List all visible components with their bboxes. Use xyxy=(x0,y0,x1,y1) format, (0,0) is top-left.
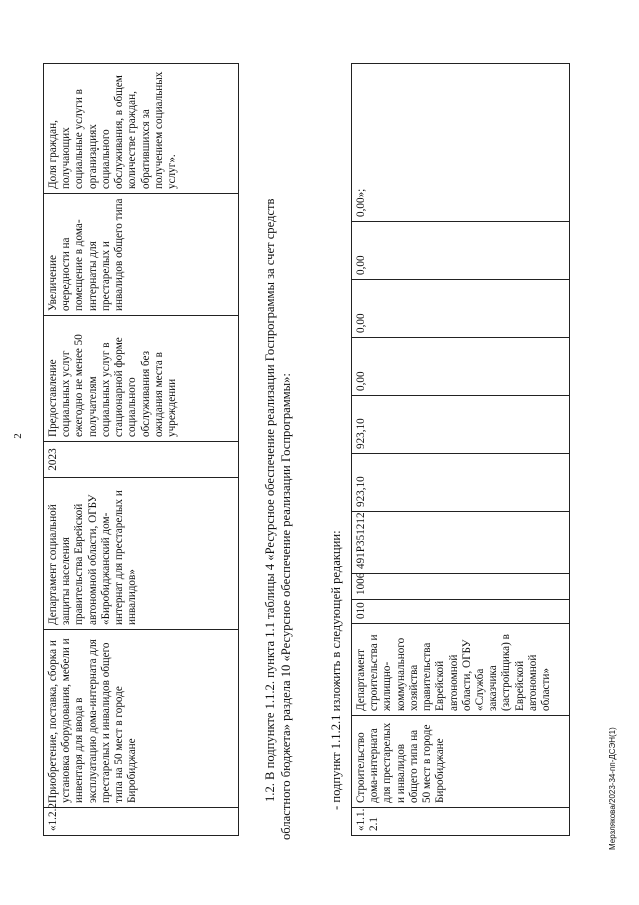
cell-value-total: 923,10 xyxy=(352,454,570,512)
paragraph-1-2: 1.2. В подпункте 1.1.2. пункта 1.1 таблицы 4 «Ресурсное обеспечение реализации Госпрограммы за счет средств xyxy=(263,198,277,802)
cell-csr: 491Р351212 xyxy=(352,512,570,574)
cell-value-2025: 0,00 xyxy=(352,280,570,338)
cell-measure-name: Приобретение, поставка, сборка и установка оборудования, мебели и инвентаря для ввода в эксплуатацию дома-интерната для престарелых и инвалидов общего типа на 50 мест в городе Биробиджане xyxy=(44,630,239,808)
cell-result: Предоставление социальных услуг ежегодно не менее 50 получателям социальных услуг в стационарной форме социального обслуживания без ожидания места в учреждении xyxy=(44,316,239,442)
footer-code: Мерзлякова/2023-34-пп-ДСЭН(1) xyxy=(608,727,617,850)
cell-year: 2023 xyxy=(44,442,239,478)
table-measures xyxy=(43,63,239,836)
cell-number: «1.1. 2.1 xyxy=(352,808,570,836)
cell-measure-name: Строительство дома-интерната для престарелых и инвалидов общего типа на 50 мест в городе Биробиджане xyxy=(352,716,570,808)
cell-executor: Департамент строительства и жилищно-коммунального хозяйства правительства Еврейской автономной области, ОГБУ «Служба заказчика (застройщика) в Еврейской автономной области» xyxy=(352,624,570,716)
cell-value-2026: 0,00 xyxy=(352,222,570,280)
page-number: 2 xyxy=(12,433,24,439)
table-resources xyxy=(351,63,570,836)
cell-value-2024: 0,00 xyxy=(352,338,570,396)
paragraph-1-2-cont: областного бюджета» раздела 10 «Ресурсное обеспечение реализации Госпрограммы»: xyxy=(279,373,293,840)
cell-value-2027: 0,00»; xyxy=(352,64,570,222)
cell-value-2023: 923,10 xyxy=(352,396,570,454)
cell-rzpr: 1006 xyxy=(352,574,570,600)
cell-executor: Департамент социальной защиты населения правительства Еврейской автономной области, ОГБУ «Биробиджанский дом-интернат для престарелых и инвалидов» xyxy=(44,478,239,630)
paragraph-subitem: - подпункт 1.1.2.1 изложить в следующей редакции: xyxy=(329,530,343,810)
table-row xyxy=(44,64,239,836)
cell-number: «1.2.2 xyxy=(44,808,239,836)
table-row xyxy=(352,64,570,836)
cell-grbs: 010 xyxy=(352,600,570,624)
rotated-content xyxy=(43,60,603,840)
cell-indicator: Доля граждан, получающих социальные услуги в организациях социального обслуживания, в общем количестве граждан, обратившихся за получением социальных услуг». xyxy=(44,64,239,194)
cell-consequence: Увеличение очередности на помещение в дома-интернаты для престарелых и инвалидов общего типа xyxy=(44,194,239,316)
